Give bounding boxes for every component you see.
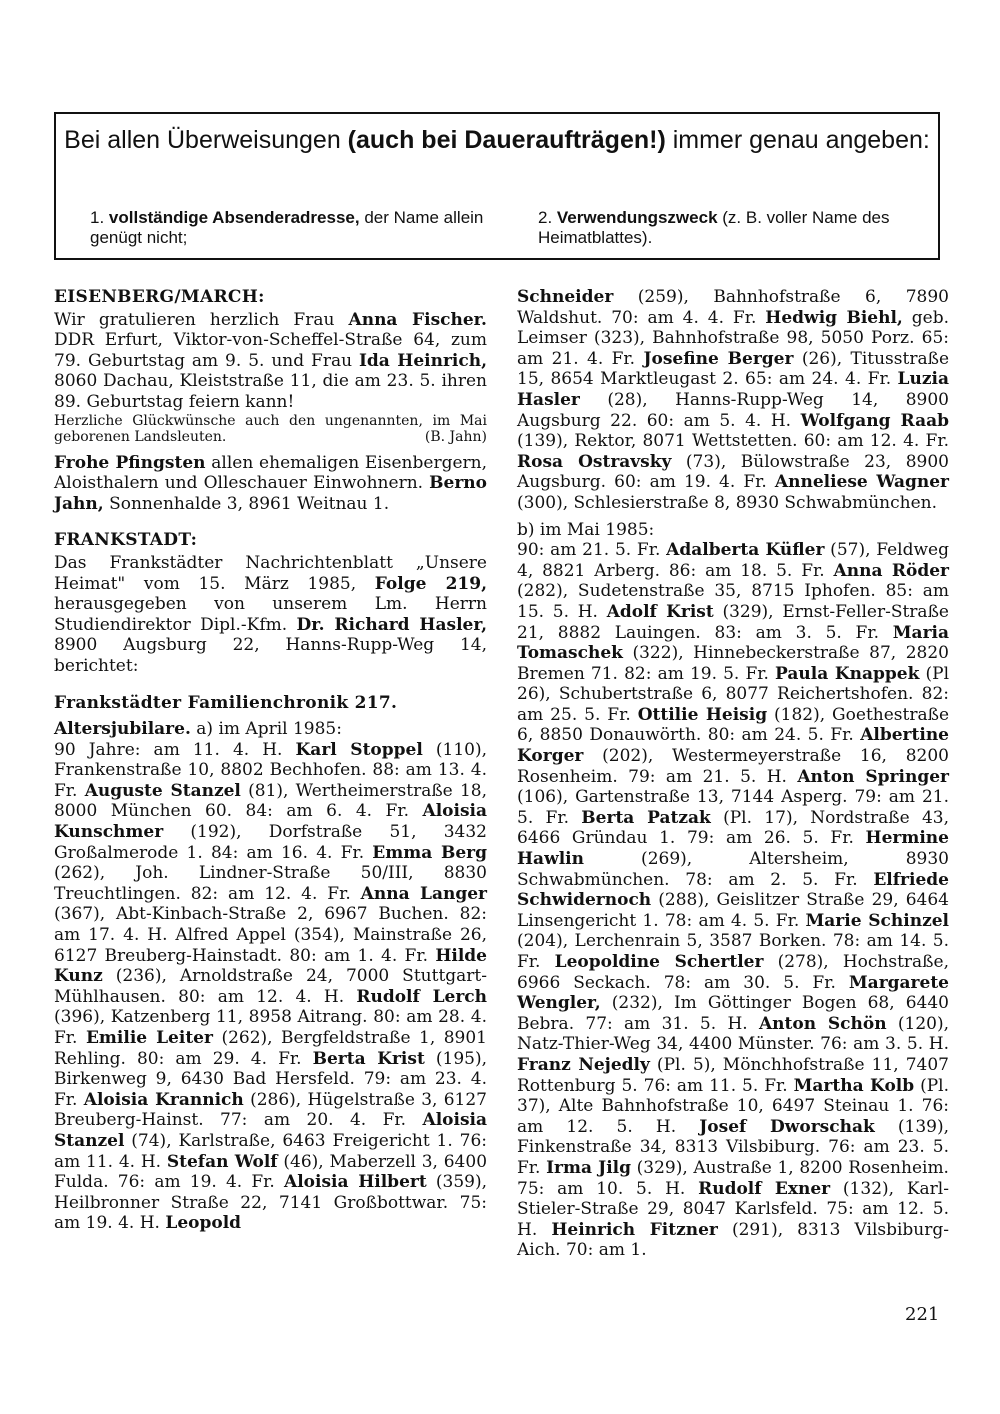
entry-text: (Pl. 17), Nordstraße 43, 6466 Gründau 1. 79: am 26. 5. Fr. xyxy=(517,807,949,849)
entry-text: (286), Hügelstraße 3, 6127 Breuberg-Hainst. 77: am 20. 4. Fr. xyxy=(54,1089,487,1131)
entry-text: (359), Heilbronner Straße 22, 7141 Großbottwar. 75: am 19. 4. H. xyxy=(54,1172,487,1234)
entry-text: (278), Hochstraße, 6966 Seckach. 78: am 30. 5. Fr. xyxy=(517,952,949,993)
entry-text: (182), Goethestraße 6, 8850 Donauwörth. 80: am 24. 5. Fr. xyxy=(517,704,950,746)
notice-item-1-number: 1. xyxy=(90,208,109,227)
person-name: Adalberta Küfler xyxy=(666,540,825,561)
name-anna-fischer: Anna Fischer. xyxy=(348,309,487,330)
person-name: Stefan Wolf xyxy=(166,1151,278,1172)
bold-pfingsten: Frohe Pfingsten xyxy=(54,452,206,473)
person-name: Martha Kolb xyxy=(793,1075,915,1096)
person-name: Franz Nejedly xyxy=(517,1054,650,1075)
heading-chronik: Frankstädter Familienchronik 217. xyxy=(54,692,398,713)
author-initials: (B. Jahn) xyxy=(424,428,487,445)
entry-text: (232), Im Göttinger Bogen 68, 6440 Bebra. 77: am 31. 5. H. xyxy=(517,993,949,1034)
person-name: Karl Stoppel xyxy=(295,739,423,760)
entry-text: (73), Bülowstraße 23, 8900 Augsburg. 60: am 19. 4. Fr. xyxy=(517,451,949,493)
entry-text: (28), Hanns-Rupp-Weg 14, 8900 Augsburg 22. 60: am 5. 4. H. xyxy=(517,389,949,431)
entry-text: (139), Rektor, 8071 Wettstetten. 60: am 12. 4. Fr. xyxy=(517,431,949,452)
person-name: Emilie Leiter xyxy=(85,1028,213,1048)
entry-text: (132), Karl-Stieler-Straße 29, 8047 Karlsfeld. 75: am 12. 5. H. xyxy=(517,1178,949,1240)
entry-text: (26), Titusstraße 15, 8654 Marktleugast 2. 65: am 24. 4. Fr. xyxy=(517,348,950,390)
person-name: Emma Berg xyxy=(372,842,487,863)
entry-text: (262), Bergfeldstraße 1, 8901 Rehling. 80: am 29. 4. Fr. xyxy=(54,1028,487,1069)
notice-headline-text: Bei allen Überweisungen xyxy=(64,126,348,154)
payment-notice-box xyxy=(54,112,940,260)
person-name: Auguste Stanzel xyxy=(84,780,241,801)
entry-text: (Pl. 5), Mönchhofstraße 11, 7407 Rottenburg 5. 76: am 11. 5. Fr. xyxy=(517,1054,949,1096)
person-name: Heinrich Fitzner xyxy=(551,1219,718,1240)
entry-text: (120), Natz-Thier-Weg 34, 4400 Münster. 76: am 3. 5. H. xyxy=(517,1013,949,1055)
person-name: Rudolf Exner xyxy=(698,1178,831,1199)
notice-item-2-text: (z. B. voller Name des Heimatblattes). xyxy=(538,208,890,247)
entry-text: (202), Westermeyerstraße 16, 8200 Rosenheim. 79: am 21. 5. H. xyxy=(517,746,949,787)
person-name: Aloisia Krannich xyxy=(83,1089,244,1110)
notice-item-1 xyxy=(90,208,490,248)
entry-text: (282), Sudetenstraße 35, 8715 Iphofen. 85: am 15. 5. H. xyxy=(517,581,949,622)
person-name: Anneliese Wagner xyxy=(774,472,949,493)
heading-eisenberg: EISENBERG/MARCH: xyxy=(54,287,265,307)
person-name: Paula Knappek xyxy=(775,663,920,684)
entry-text: (139), Finkenstraße 34, 8313 Vilsbiburg. 76: am 23. 5. Fr. xyxy=(517,1116,949,1178)
text: allen ehemaligen Eisenbergern, Aloisthalern und Olleschauer Einwohnern. xyxy=(54,452,487,494)
notice-item-1-bold: vollständige Absenderadresse, xyxy=(108,208,360,227)
paragraph-altersjubilare xyxy=(54,719,487,740)
right-column xyxy=(517,287,949,1261)
entry-text: (269), Altersheim, 8930 Schwabmünchen. 78: am 2. 5. Fr. xyxy=(517,849,949,890)
person-name: Hermine Hawlin xyxy=(517,828,949,870)
paragraph-may-list xyxy=(517,540,949,1261)
name-richard-hasler: Dr. Richard Hasler, xyxy=(296,614,487,635)
name-berno-jahn: Berno Jahn, xyxy=(54,473,487,514)
notice-item-2-bold: Verwendungszweck xyxy=(556,208,718,227)
text: DDR Erfurt, Viktor-von-Scheffel-Straße 64, zum 79. Geburtstag am 9. 5. und Frau xyxy=(54,330,487,371)
text: Wir gratulieren herzlich Frau xyxy=(54,309,349,330)
entry-text: (57), Feldweg 4, 8821 Arberg. 86: am 18. 5. Fr. xyxy=(517,540,949,581)
entry-text: geb. Leimser (323), Bahnhofstraße 98, 5050 Porz. 65: am 21. 4. Fr. xyxy=(517,307,949,369)
person-name: Marie Schinzel xyxy=(805,910,949,931)
person-name: Hilde Kunz xyxy=(54,945,487,987)
paragraph-eisenberg-greeting xyxy=(54,310,487,413)
person-name: Rudolf Lerch xyxy=(356,986,488,1007)
person-name: Hedwig Biehl, xyxy=(765,307,903,328)
heading-frankstadt: FRANKSTADT: xyxy=(54,530,198,551)
person-name: Anton Schön xyxy=(758,1013,887,1034)
notice-item-2-number: 2. xyxy=(538,208,557,227)
entry-text: (110), Frankenstraße 10, 8802 Bechhofen. 88: am 13. 4. Fr. xyxy=(54,739,488,801)
paragraph-frankstadt-intro xyxy=(54,553,487,677)
entry-text: (74), Karlstraße, 6463 Freigericht 1. 76: am 11. 4. H. xyxy=(54,1130,487,1172)
entry-text: (81), Wertheimerstraße 18, 8000 München 60. 84: am 6. 4. Fr. xyxy=(54,780,488,822)
text: Das Frankstädter Nachrichtenblatt „Unsere Heimat" vom 15. März 1985, xyxy=(54,552,487,594)
entry-text: (46), Maberzell 3, 6400 Fulda. 76: am 19. 4. Fr. xyxy=(54,1151,488,1193)
entry-text: (300), Schlesierstraße 8, 8930 Schwabmünchen. xyxy=(517,492,937,513)
bold-altersjubilare: Altersjubilare. xyxy=(54,719,191,740)
entry-text: (262), Joh. Lindner-Straße 50/III, 8830 Treuchtlingen. 82: am 12. 4. Fr. xyxy=(54,863,487,904)
left-column xyxy=(54,287,487,1234)
paragraph-pfingsten xyxy=(54,453,487,515)
text: 8900 Augsburg 22, Hanns-Rupp-Weg 14, berichtet: xyxy=(54,635,487,676)
page-number: 221 xyxy=(905,1304,940,1325)
entry-text: (236), Arnoldstraße 24, 7000 Stuttgart-Mühlhausen. 80: am 12. 4. H. xyxy=(54,966,487,1007)
notice-headline xyxy=(56,124,938,156)
person-name: Berta Patzak xyxy=(581,807,711,828)
paragraph-april-list xyxy=(54,740,487,1234)
person-name: Anton Springer xyxy=(797,766,949,787)
person-name: Berta Krist xyxy=(312,1048,425,1069)
text: 8060 Dachau, Kleiststraße 11, die am 23. 5. ihren 89. Geburtstag feiern kann! xyxy=(54,371,487,412)
person-name: Irma Jilg xyxy=(546,1157,631,1178)
entry-text: (367), Abt-Kinbach-Straße 2, 6967 Buchen. 82: am 17. 4. H. Alfred Appel (354), Mainstraße 26, 6127 Breuberg-Hainstadt. 80: am 1. 4. Fr. xyxy=(54,904,487,966)
person-name: Luzia Hasler xyxy=(517,369,949,410)
notice-item-2 xyxy=(538,208,930,248)
person-name: Josef Dworschak xyxy=(699,1116,875,1137)
entry-text: (259), Bahnhofstraße 6, 7890 Waldshut. 70: am 4. 4. Fr. xyxy=(517,287,949,328)
notice-headline-emphasis: (auch bei Daueraufträgen!) xyxy=(347,126,666,154)
entry-text: (288), Geislitzer Straße 29, 6464 Linsengericht 1. 78: am 4. 5. Fr. xyxy=(517,890,949,931)
name-ida-heinrich: Ida Heinrich, xyxy=(358,350,487,371)
small-note xyxy=(54,413,487,445)
person-name: Anna Langer xyxy=(360,883,487,904)
entry-text: (106), Gartenstraße 13, 7144 Asperg. 79: am 21. 5. Fr. xyxy=(517,787,949,828)
person-name: Wolfgang Raab xyxy=(800,410,949,431)
entry-text: (195), Birkenweg 9, 6430 Bad Hersfeld. 79: am 23. 4. Fr. xyxy=(54,1048,487,1110)
entry-text: (192), Dorfstraße 51, 3432 Großalmerode 1. 84: am 16. 4. Fr. xyxy=(54,822,487,863)
text: Sonnenhalde 3, 8961 Weitnau 1. xyxy=(103,493,390,514)
person-name: Josefine Berger xyxy=(643,348,794,369)
entry-text: 90: am 21. 5. Fr. xyxy=(517,540,667,561)
subheading-may: b) im Mai 1985: xyxy=(517,519,655,540)
person-name: Elfriede Schwidernoch xyxy=(517,869,949,911)
entry-text: (Pl 26), Schubertstraße 6, 8077 Reichertshofen. 82: am 25. 5. Fr. xyxy=(517,663,950,725)
person-name: Aloisia Stanzel xyxy=(54,1110,487,1151)
person-name: Adolf Krist xyxy=(606,601,714,622)
person-name: Aloisia Hilbert xyxy=(284,1172,427,1193)
notice-item-1-text: der Name allein genügt nicht; xyxy=(90,208,484,247)
text: Herzliche Glückwünsche auch den ungenannten, im Mai geborenen Landsleuten. xyxy=(54,412,487,445)
person-name: Ottilie Heisig xyxy=(637,704,768,725)
person-name: Anna Röder xyxy=(833,560,949,581)
person-name: Leopoldine Schertler xyxy=(554,952,764,972)
entry-text: (329), Austraße 1, 8200 Rosenheim. 75: am 10. 5. H. xyxy=(517,1157,949,1199)
person-name: Albertine Korger xyxy=(517,725,949,767)
person-name: Schneider xyxy=(517,287,614,307)
entry-text: (322), Hinnebeckerstraße 87, 2820 Bremen 71. 82: am 19. 5. Fr. xyxy=(517,643,949,684)
person-name: Maria Tomaschek xyxy=(517,622,949,664)
entry-text: (291), 8313 Vilsbiburg-Aich. 70: am 1. xyxy=(517,1219,950,1261)
person-name: Margarete Wengler, xyxy=(517,972,949,1014)
entry-text: (204), Lerchenrain 5, 3587 Borken. 78: am 14. 5. Fr. xyxy=(517,931,949,972)
entry-text: 90 Jahre: am 11. 4. H. xyxy=(54,739,296,760)
paragraph-april-list-continued xyxy=(517,287,949,514)
bold-folge: Folge 219, xyxy=(374,573,487,594)
entry-text: (396), Katzenberg 11, 8958 Aitrang. 80: am 28. 4. Fr. xyxy=(54,1007,487,1048)
entry-text: (329), Ernst-Feller-Straße 21, 8882 Lauingen. 83: am 3. 5. Fr. xyxy=(517,601,949,643)
person-name: Aloisia Kunschmer xyxy=(54,801,487,843)
person-name: Leopold xyxy=(165,1213,242,1234)
person-name: Rosa Ostravsky xyxy=(517,451,672,472)
entry-text: (Pl. 37), Alte Bahnhofstraße 10, 6497 Steinau 1. 76: am 12. 5. H. xyxy=(517,1075,949,1137)
notice-headline-end: immer genau angeben: xyxy=(665,126,930,154)
text: herausgegeben von unserem Lm. Herrn Studiendirektor Dipl.-Kfm. xyxy=(54,594,487,635)
text: a) im April 1985: xyxy=(190,719,342,740)
